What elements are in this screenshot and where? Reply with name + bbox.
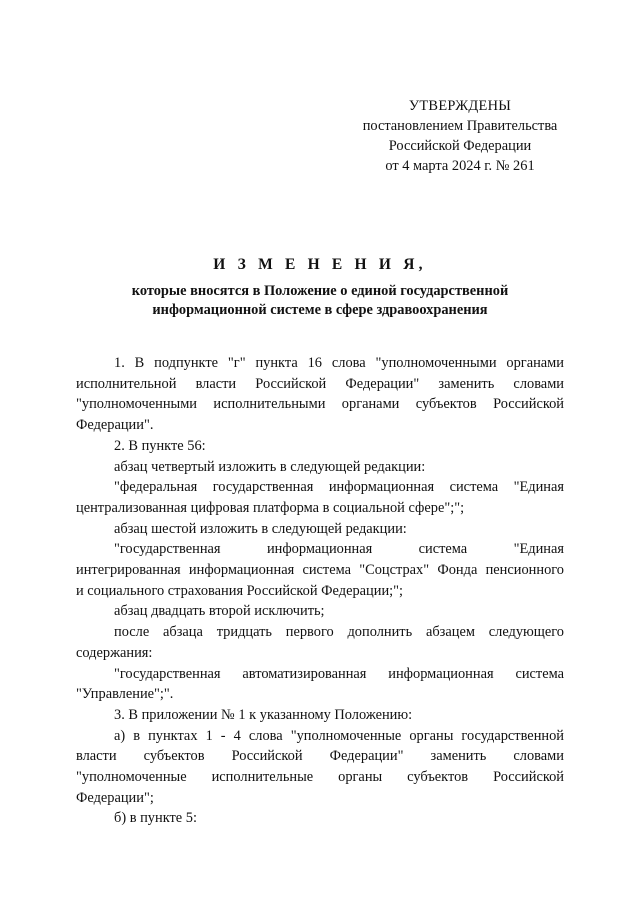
paragraph-line: "государственная автоматизированная информационная система (114, 665, 564, 682)
paragraph-line: "уполномоченные исполнительные органы субъектов Российской (76, 769, 564, 786)
document-body (76, 353, 564, 829)
paragraph-line: исполнительной власти Российской Федерации" заменить словами (76, 375, 564, 392)
paragraph: б) в пункте 5: (114, 810, 197, 827)
paragraph-line: после абзаца тридцать первого дополнить абзацем следующего (114, 624, 564, 641)
paragraph-line: 1. В подпункте "г" пункта 16 слова "уполномоченными органами (114, 355, 564, 371)
paragraph-line: "федеральная государственная информационная система "Единая (114, 479, 564, 496)
document-title: И З М Е Н Е Н И Я, (213, 256, 427, 273)
paragraph (76, 539, 564, 601)
paragraph: 2. В пункте 56: (114, 437, 206, 454)
paragraph (76, 664, 564, 705)
paragraph (76, 477, 564, 518)
subtitle-line: которые вносятся в Положение о единой государственной (131, 283, 509, 299)
paragraph-line: "уполномоченными исполнительными органами субъектов Российской (76, 396, 564, 413)
paragraph-line: Федерации"; (76, 789, 154, 806)
paragraph: абзац двадцать второй исключить; (114, 603, 325, 620)
paragraph: 3. В приложении № 1 к указанному Положению: (114, 706, 413, 723)
paragraph (76, 622, 564, 663)
paragraph-line: Федерации". (76, 417, 154, 434)
paragraph: абзац шестой изложить в следующей редакции: (114, 520, 407, 537)
paragraph-line: и социального страхования Российской Федерации;"; (76, 582, 404, 599)
paragraph-line: а) в пунктах 1 - 4 слова "уполномоченные органы государственной (114, 727, 564, 744)
approval-heading: УТВЕРЖДЕНЫ (408, 98, 512, 114)
paragraph: абзац четвертый изложить в следующей редакции: (114, 458, 426, 475)
approval-block (340, 96, 580, 176)
paragraph-line: "государственная информационная система "Единая (114, 541, 564, 558)
paragraph-line: власти субъектов Российской Федерации" заменить словами (76, 748, 564, 765)
subtitle-line: информационной системе в сфере здравоохранения (152, 302, 488, 318)
approval-date-line: от 4 марта 2024 г. № 261 (385, 158, 535, 174)
paragraph (76, 353, 564, 436)
paragraph (76, 726, 564, 809)
paragraph-line: интегрированная информационная система "Соцстрах" Фонда пенсионного (76, 562, 564, 579)
document-subtitle (0, 282, 640, 320)
approval-line: Российской Федерации (388, 138, 532, 154)
paragraph-line: содержания: (76, 644, 153, 661)
paragraph-line: "Управление";". (76, 686, 174, 703)
paragraph-line: централизованная цифровая платформа в социальной сфере";"; (76, 499, 465, 516)
approval-line: постановлением Правительства (362, 118, 558, 134)
